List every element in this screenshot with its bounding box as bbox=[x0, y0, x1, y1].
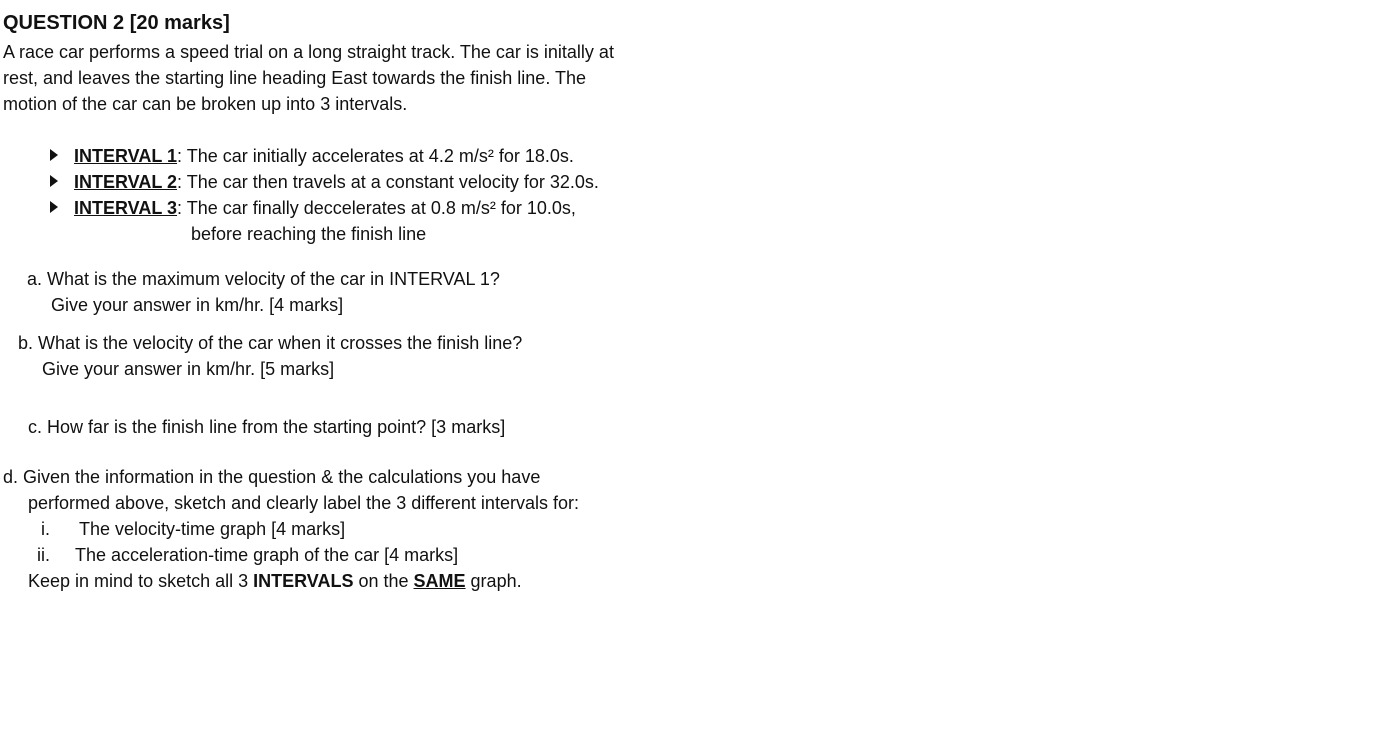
intro-line: rest, and leaves the starting line heading East towards the finish line. The bbox=[3, 68, 587, 88]
interval-text: : The car finally deccelerates at 0.8 m/s² for 10.0s, bbox=[177, 198, 576, 218]
interval-3-continuation: before reaching the finish line bbox=[191, 224, 427, 244]
part-d-item-i bbox=[41, 516, 345, 542]
item-number: i. bbox=[41, 519, 50, 539]
note-text: on the bbox=[353, 571, 414, 591]
part-a-instruction: Give your answer in km/hr. [4 marks] bbox=[51, 295, 344, 315]
interval-label: INTERVAL 3 bbox=[74, 198, 178, 218]
interval-3-item bbox=[50, 195, 576, 221]
note-text: Keep in mind to sketch all 3 bbox=[28, 571, 254, 591]
interval-text: : The car initially accelerates at 4.2 m/s² for 18.0s. bbox=[177, 146, 574, 166]
intro-paragraph bbox=[3, 39, 667, 117]
bullet-triangle-icon bbox=[50, 149, 58, 161]
item-text: The velocity-time graph [4 marks] bbox=[79, 519, 346, 539]
part-d-item-ii bbox=[37, 542, 458, 568]
interval-label: INTERVAL 1 bbox=[74, 146, 178, 166]
part-b-question: b. What is the velocity of the car when it crosses the finish line? bbox=[18, 333, 523, 353]
part-b-instruction: Give your answer in km/hr. [5 marks] bbox=[42, 359, 335, 379]
question-title: QUESTION 2 [20 marks] bbox=[3, 12, 230, 34]
part-d-line: performed above, sketch and clearly label the 3 different intervals for: bbox=[28, 493, 579, 513]
bullet-triangle-icon bbox=[50, 201, 58, 213]
part-d-line: d. Given the information in the question & the calculations you have bbox=[3, 467, 541, 487]
note-text: graph. bbox=[465, 571, 522, 591]
note-underline-text: SAME bbox=[413, 571, 466, 591]
part-d-note bbox=[28, 568, 522, 594]
intro-line: A race car performs a speed trial on a long straight track. The car is initally at bbox=[3, 42, 614, 62]
part-d-question bbox=[3, 464, 644, 516]
interval-text: : The car then travels at a constant velocity for 32.0s. bbox=[177, 172, 599, 192]
intro-line: motion of the car can be broken up into 3 intervals. bbox=[3, 94, 408, 114]
interval-2-item bbox=[50, 169, 599, 195]
bullet-triangle-icon bbox=[50, 175, 58, 187]
item-text: The acceleration-time graph of the car [4 marks] bbox=[75, 545, 459, 565]
item-number: ii. bbox=[37, 545, 50, 565]
interval-1-item bbox=[50, 143, 574, 169]
part-c-question: c. How far is the finish line from the starting point? [3 marks] bbox=[28, 417, 506, 437]
interval-label: INTERVAL 2 bbox=[74, 172, 178, 192]
part-a-question: a. What is the maximum velocity of the car in INTERVAL 1? bbox=[27, 269, 500, 289]
note-bold-text: INTERVALS bbox=[253, 571, 354, 591]
